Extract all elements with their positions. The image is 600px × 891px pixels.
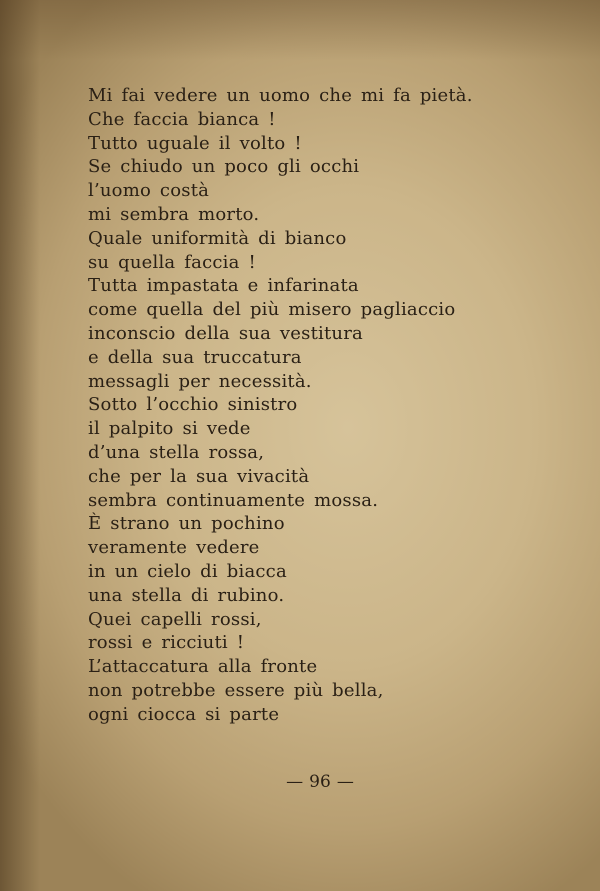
poem-line: Mi fai vedere un uomo che mi fa pietà.	[88, 85, 473, 106]
page-number-dash-left: —	[286, 772, 304, 792]
poem-line: Tutto uguale il volto !	[88, 132, 302, 154]
poem-line: Quei capelli rossi,	[88, 608, 262, 630]
poem-line: veramente vedere	[88, 537, 260, 559]
page-number	[0, 772, 600, 792]
poem-line: come quella del più misero pagliaccio	[88, 299, 456, 321]
poem-line: Che faccia bianca !	[88, 108, 276, 130]
poem-line: su quella faccia !	[88, 251, 256, 273]
poem-line: che per la sua vivacità	[88, 465, 310, 487]
poem-line: Tutta impastata e infarinata	[88, 275, 359, 297]
poem-line: il palpito si vede	[88, 418, 251, 440]
page-number-dash-right: —	[336, 772, 354, 792]
poem-text	[88, 84, 473, 727]
poem-line: l’uomo costà	[88, 180, 210, 202]
poem-line: ogni ciocca si parte	[88, 703, 280, 725]
poem-line: una stella di rubino.	[88, 584, 285, 606]
page-number-value: 96	[309, 772, 331, 792]
poem-line: inconscio della sua vestitura	[88, 322, 363, 344]
poem-line: mi sembra morto.	[88, 203, 260, 225]
poem-line: È strano un pochino	[88, 513, 285, 535]
poem-line: in un cielo di biacca	[88, 560, 287, 582]
poem-line: Quale uniformità di bianco	[88, 227, 347, 249]
poem-line: d’una stella rossa,	[88, 441, 265, 463]
poem-line: non potrebbe essere più bella,	[88, 679, 384, 701]
poem-line: Se chiudo un poco gli occhi	[88, 156, 360, 178]
poem-line: e della sua truccatura	[88, 346, 302, 368]
poem-line: Sotto l’occhio sinistro	[88, 394, 298, 416]
poem-line: sembra continuamente mossa.	[88, 489, 379, 511]
poem-line: messagli per necessità.	[88, 370, 312, 392]
poem-line: L’attaccatura alla fronte	[88, 656, 318, 678]
poem-line: rossi e ricciuti !	[88, 632, 245, 654]
